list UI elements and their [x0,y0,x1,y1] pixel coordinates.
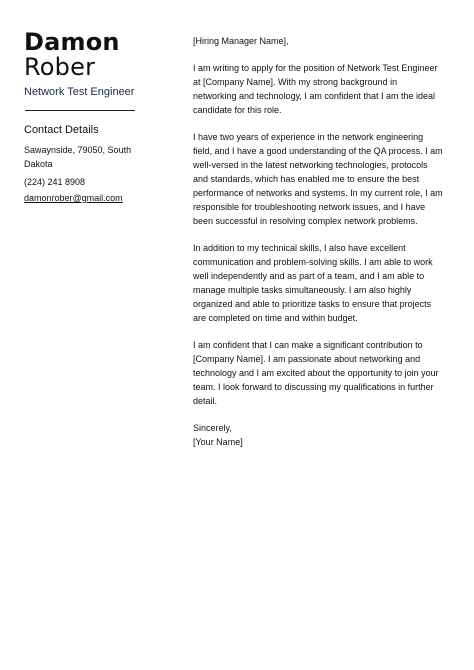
letter-paragraph-2: I have two years of experience in the network engineering field, and I have a good understanding of the QA process. I am well-versed in the latest networking technologies, protocols and standards, which has enabled me to ensure the best performance of networks and systems. In my current role, I am responsible for troubleshooting network issues, and I have been successful in resolving complex network problems. [193,132,443,226]
sidebar-divider [25,110,135,111]
job-title: Network Test Engineer [24,86,135,98]
letter-closing: Sincerely, [193,423,232,433]
contact-email-link[interactable]: damonrober@gmail.com [24,193,123,203]
contact-address: Sawaynside, 79050, South Dakota [24,145,132,169]
sidebar [24,30,136,205]
candidate-first-name: Damon [24,28,120,56]
letter-signature: [Your Name] [193,437,243,447]
letter-paragraph-4: I am confident that I can make a significant contribution to [Company Name]. I am passionate about networking and technology and I am excited about the opportunity to join your team. I look forward to discussing my qualifications in further detail. [193,340,439,406]
contact-details-heading: Contact Details [24,124,99,136]
letter-greeting: [Hiring Manager Name], [193,36,289,46]
letter-body [193,34,443,449]
letter-paragraph-3: In addition to my technical skills, I also have excellent communication and problem-solving skills. I am able to work well independently and as part of a team, and I am able to manage multiple tasks simultaneously. I am also highly organized and able to prioritize tasks to ensure that projects are completed on time and within budget. [193,243,433,323]
letter-paragraph-1: I am writing to apply for the position of Network Test Engineer at [Company Name]. With my strong background in networking and technology, I am confident that I am the ideal candidate for this role. [193,63,438,115]
contact-phone: (224) 241 8908 [24,177,86,187]
candidate-last-name: Rober [24,53,96,81]
